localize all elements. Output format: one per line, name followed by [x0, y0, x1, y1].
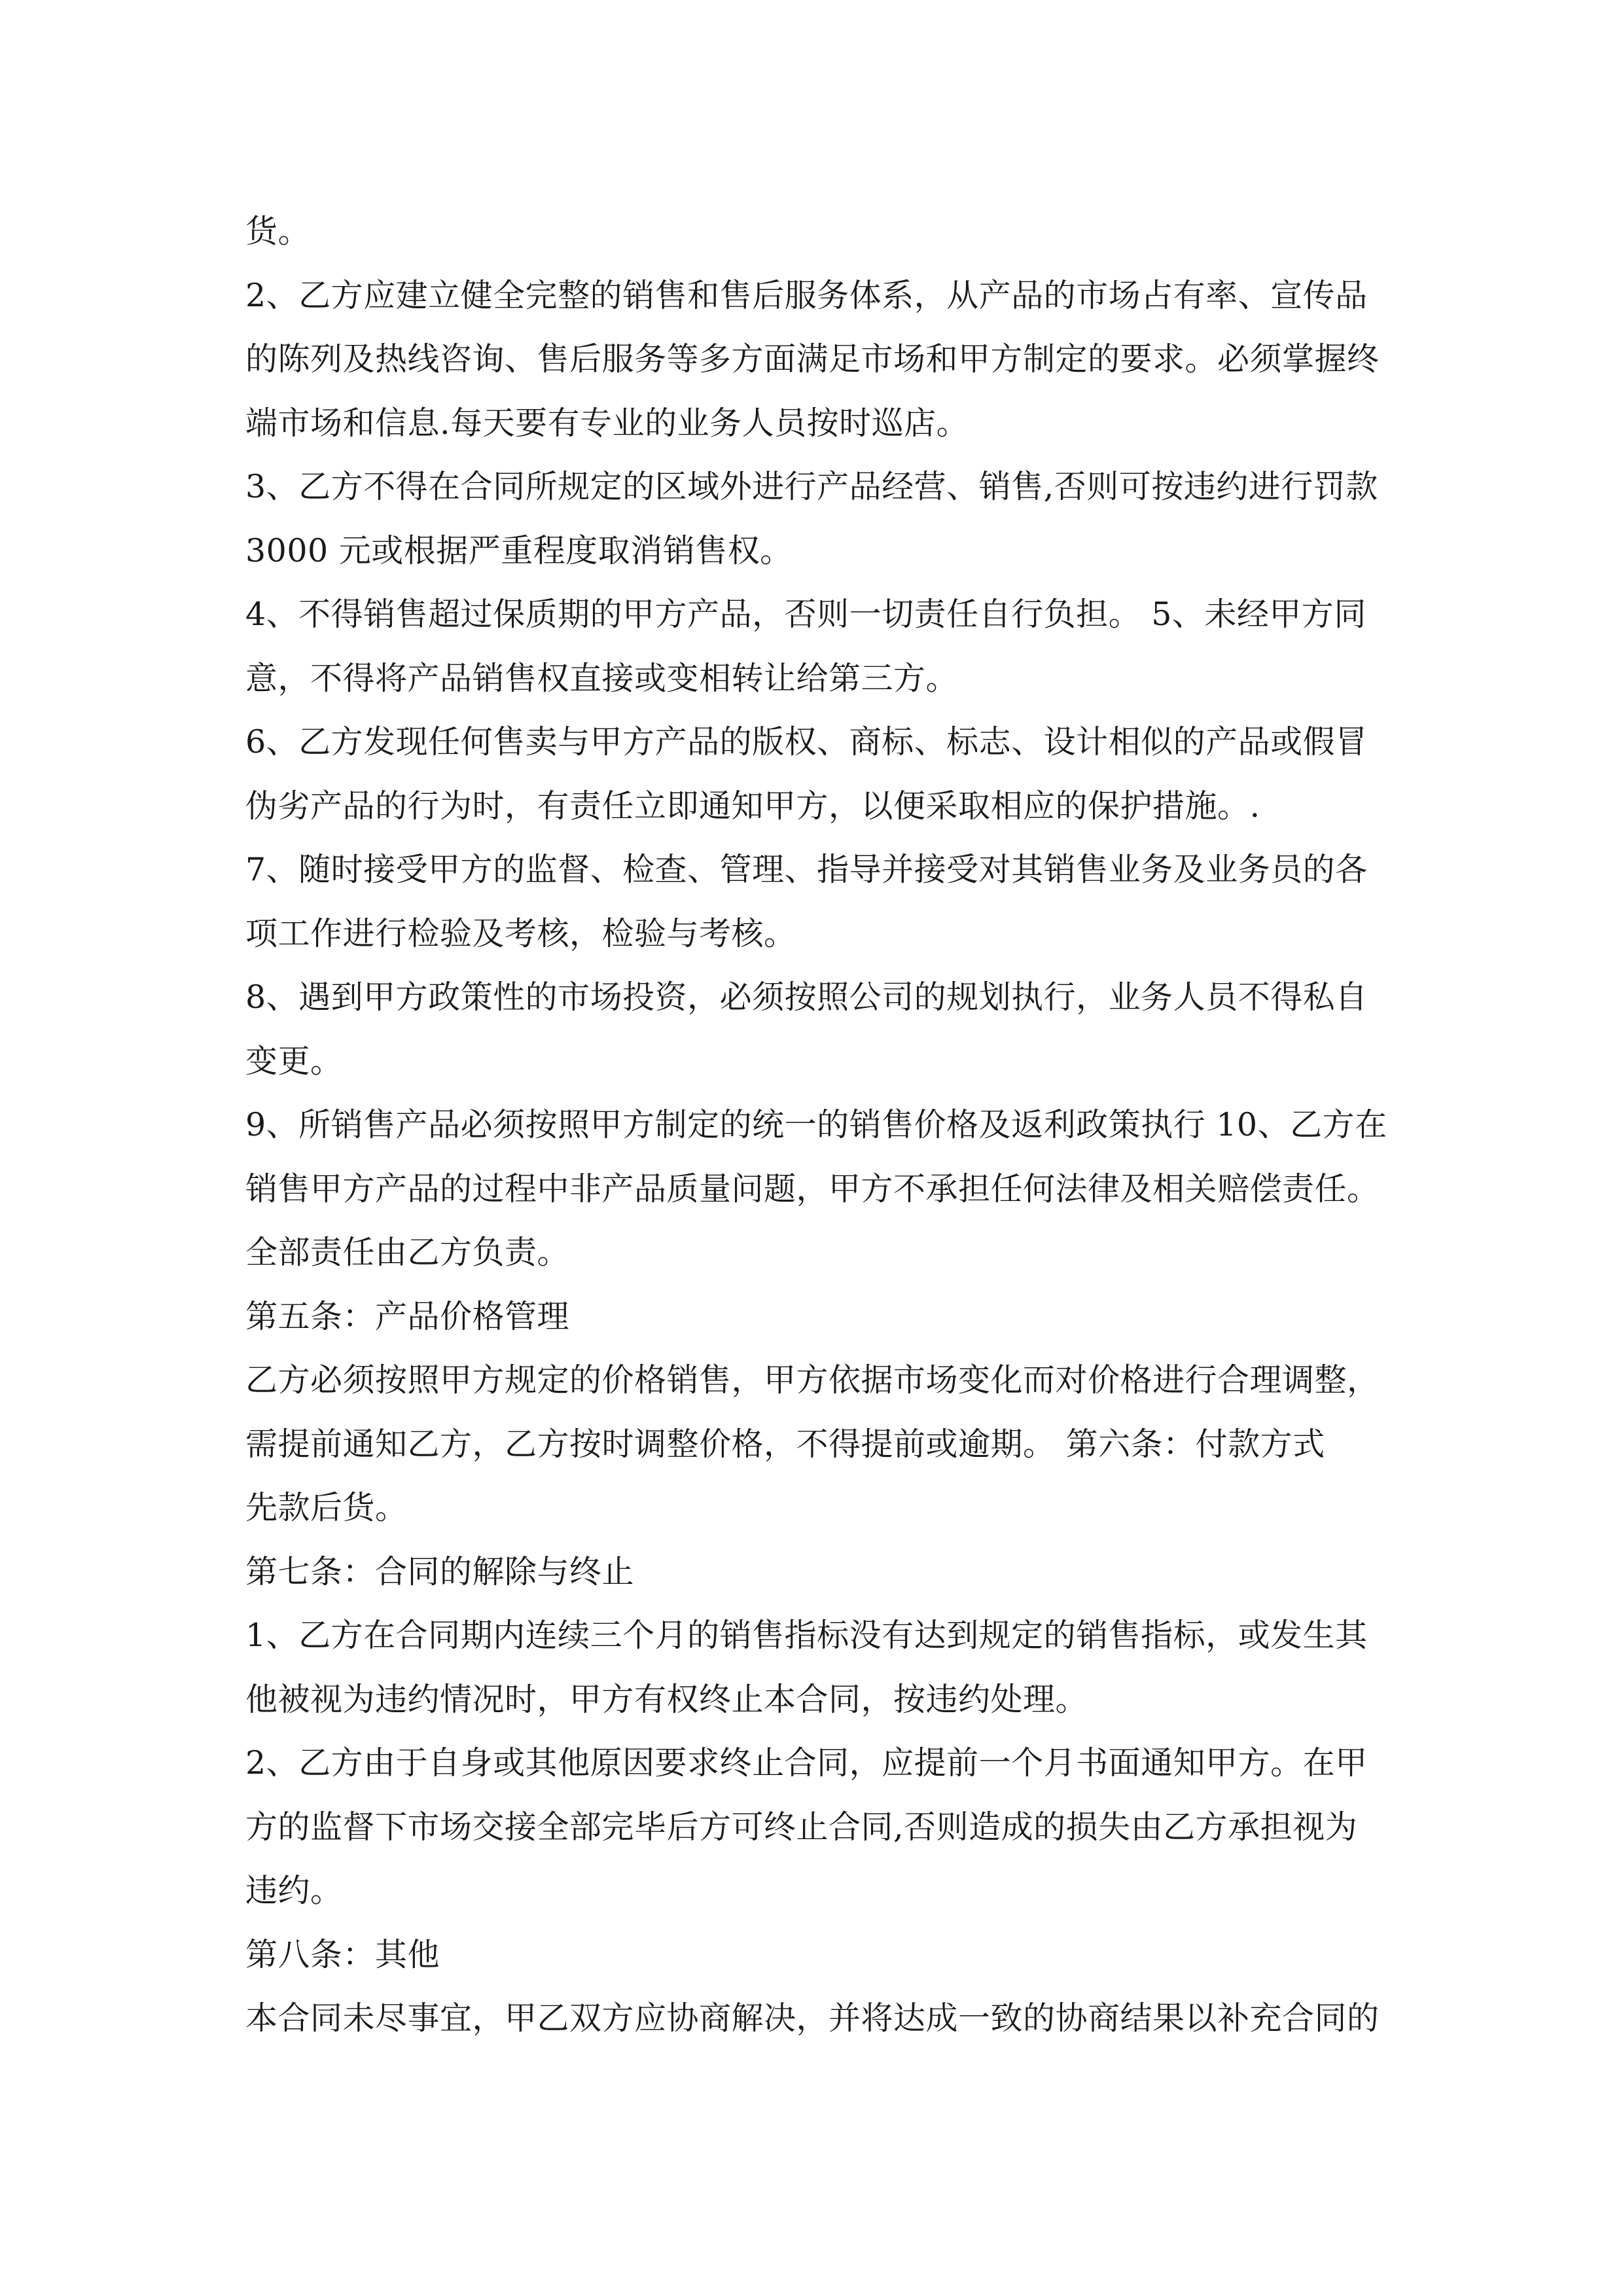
- text-line: 项工作进行检验及考核，检验与考核。: [245, 914, 796, 952]
- text-line: 先款后货。: [245, 1489, 408, 1526]
- text-line: 全部责任由乙方负责。: [245, 1234, 570, 1271]
- section-heading: 第五条：产品价格管理: [245, 1297, 570, 1335]
- text-line: 需提前通知乙方，乙方按时调整价格，不得提前或逾期。 第六条：付款方式: [245, 1425, 1325, 1463]
- text-line: 1、乙方在合同期内连续三个月的销售指标没有达到规定的销售指标，或发生其: [245, 1617, 1368, 1654]
- text-line: 2、乙方应建立健全完整的销售和售后服务体系，从产品的市场占有率、宣传品: [245, 276, 1368, 314]
- text-line: 的陈列及热线咨询、售后服务等多方面满足市场和甲方制定的要求。必须掌握终: [245, 340, 1380, 378]
- text-line: 乙方必须按照甲方规定的价格销售，甲方依据市场变化而对价格进行合理调整，: [245, 1361, 1380, 1399]
- text-line: 9、所销售产品必须按照甲方制定的统一的销售价格及返利政策执行 10、乙方在: [245, 1106, 1387, 1143]
- text-line: 7、随时接受甲方的监督、检查、管理、指导并接受对其销售业务及业务员的各: [245, 851, 1368, 888]
- text-line: 货。: [245, 213, 311, 250]
- text-line: 销售甲方产品的过程中非产品质量问题，甲方不承担任何法律及相关赔偿责任。: [245, 1170, 1380, 1208]
- text-line: 3000 元或根据严重程度取消销售权。: [245, 531, 793, 569]
- text-line: 4、不得销售超过保质期的甲方产品，否则一切责任自行负担。 5、未经甲方同: [245, 596, 1366, 633]
- text-line: 6、乙方发现任何售卖与甲方产品的版权、商标、标志、设计相似的产品或假冒: [245, 723, 1368, 761]
- text-line: 违约。: [245, 1872, 343, 1909]
- text-line: 端市场和信息.每天要有专业的业务人员按时巡店。: [245, 404, 969, 442]
- text-line: 他被视为违约情况时，甲方有权终止本合同，按违约处理。: [245, 1680, 1088, 1718]
- text-line: 方的监督下市场交接全部完毕后方可终止合同,否则造成的损失由乙方承担视为: [245, 1808, 1358, 1846]
- text-line: 8、遇到甲方政策性的市场投资，必须按照公司的规划执行，业务人员不得私自: [245, 978, 1368, 1016]
- text-line: 伪劣产品的行为时，有责任立即通知甲方，以便采取相应的保护措施。.: [245, 787, 1260, 825]
- section-heading: 第七条：合同的解除与终止: [245, 1552, 635, 1590]
- text-line: 意，不得将产品销售权直接或变相转让给第三方。: [245, 659, 959, 697]
- document-body: [245, 200, 1397, 2051]
- text-line: 本合同未尽事宜，甲乙双方应协商解决，并将达成一致的协商结果以补充合同的: [245, 2000, 1380, 2037]
- text-line: 2、乙方由于自身或其他原因要求终止合同，应提前一个月书面通知甲方。在甲: [245, 1744, 1368, 1782]
- section-heading: 第八条：其他: [245, 1935, 440, 1973]
- text-line: 3、乙方不得在合同所规定的区域外进行产品经营、销售,否则可按违约进行罚款: [245, 468, 1378, 505]
- text-line: 变更。: [245, 1042, 343, 1080]
